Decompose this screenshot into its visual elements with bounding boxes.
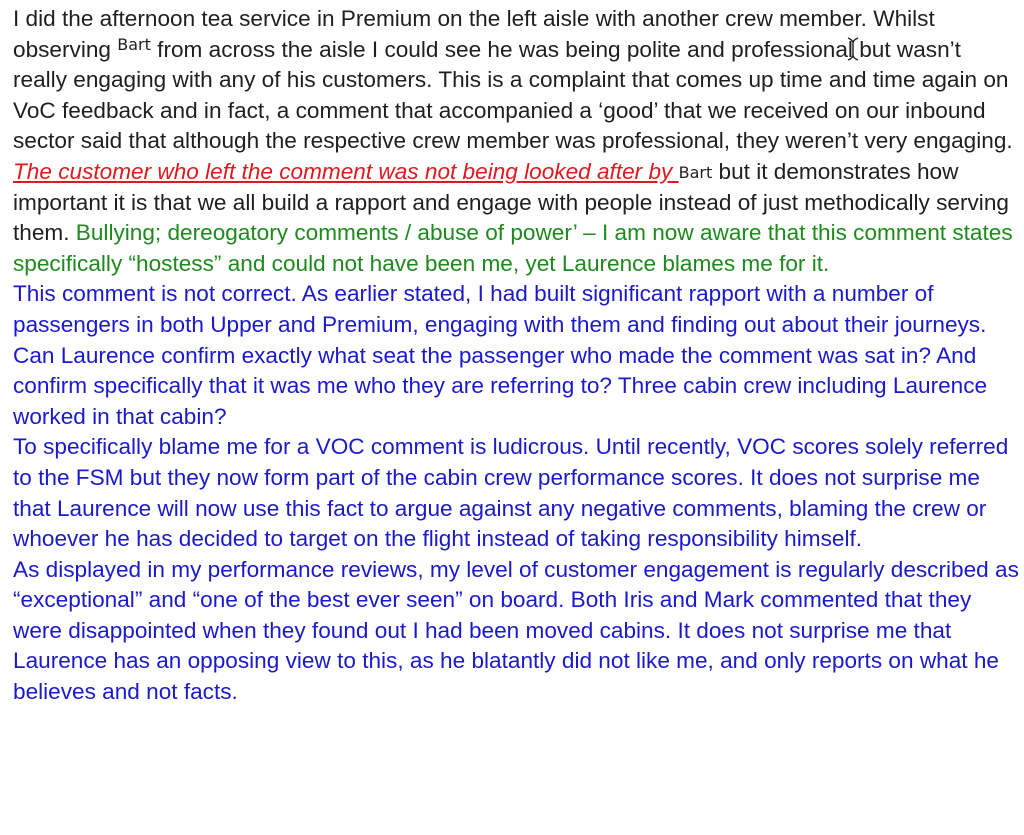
name-annotation: Bart [678, 162, 713, 182]
text-segment: but it demonstrates how important it is that we all build a rapport and engage with people instead of just methodically serving them. [13, 158, 1009, 246]
highlighted-statement: The customer who left the comment was not being looked after by [13, 158, 679, 184]
paragraph-1 [13, 4, 1019, 279]
text-segment: from across the aisle I could see he was being polite and professional [150, 36, 853, 62]
paragraph-3: To specifically blame me for a VOC comment is ludicrous. Until recently, VOC scores solely referred to the FSM but they now form part of the cabin crew performance scores. It does not surprise me that Laurence will now use this fact to argue against any negative comments, blaming the crew or whoever he has decided to target on the flight instead of taking responsibility himself. [13, 434, 1009, 552]
green-comment: Bullying; dereogatory comments / abuse of power’ – I am now aware that this comment states specifically “hostess” and could not have been me, yet Laurence blames me for it. [13, 220, 1013, 276]
text-segment: I did the afternoon tea service in Premium on the left aisle with another crew member. Whilst observing [13, 6, 935, 62]
document-body [13, 4, 1019, 708]
paragraph-4: As displayed in my performance reviews, my level of customer engagement is regularly described as “exceptional” and “one of the best ever seen” on board. Both Iris and Mark commented that they were disappointed when they found out I had been moved cabins. It does not surprise me that Laurence has an opposing view to this, as he blatantly did not like me, and only reports on what he believes and not facts. [13, 556, 1019, 705]
paragraph-2: This comment is not correct. As earlier stated, I had built significant rapport with a number of passengers in both Upper and Premium, engaging with them and finding out about their journeys. Can Laurence confirm exactly what seat the passenger who made the comment was sat in? And confirm specifically that it was me who they are referring to? Three cabin crew including Laurence worked in that cabin? [13, 281, 988, 429]
name-annotation: Bart [117, 34, 151, 54]
text-segment: but wasn’t really engaging with any of his customers. This is a complaint that comes up time and time again on VoC feedback and in fact, a comment that accompanied a ‘good’ that we received on our inbound sector said that although the respective crew member was professional, they weren’t very engaging. [13, 36, 1013, 154]
